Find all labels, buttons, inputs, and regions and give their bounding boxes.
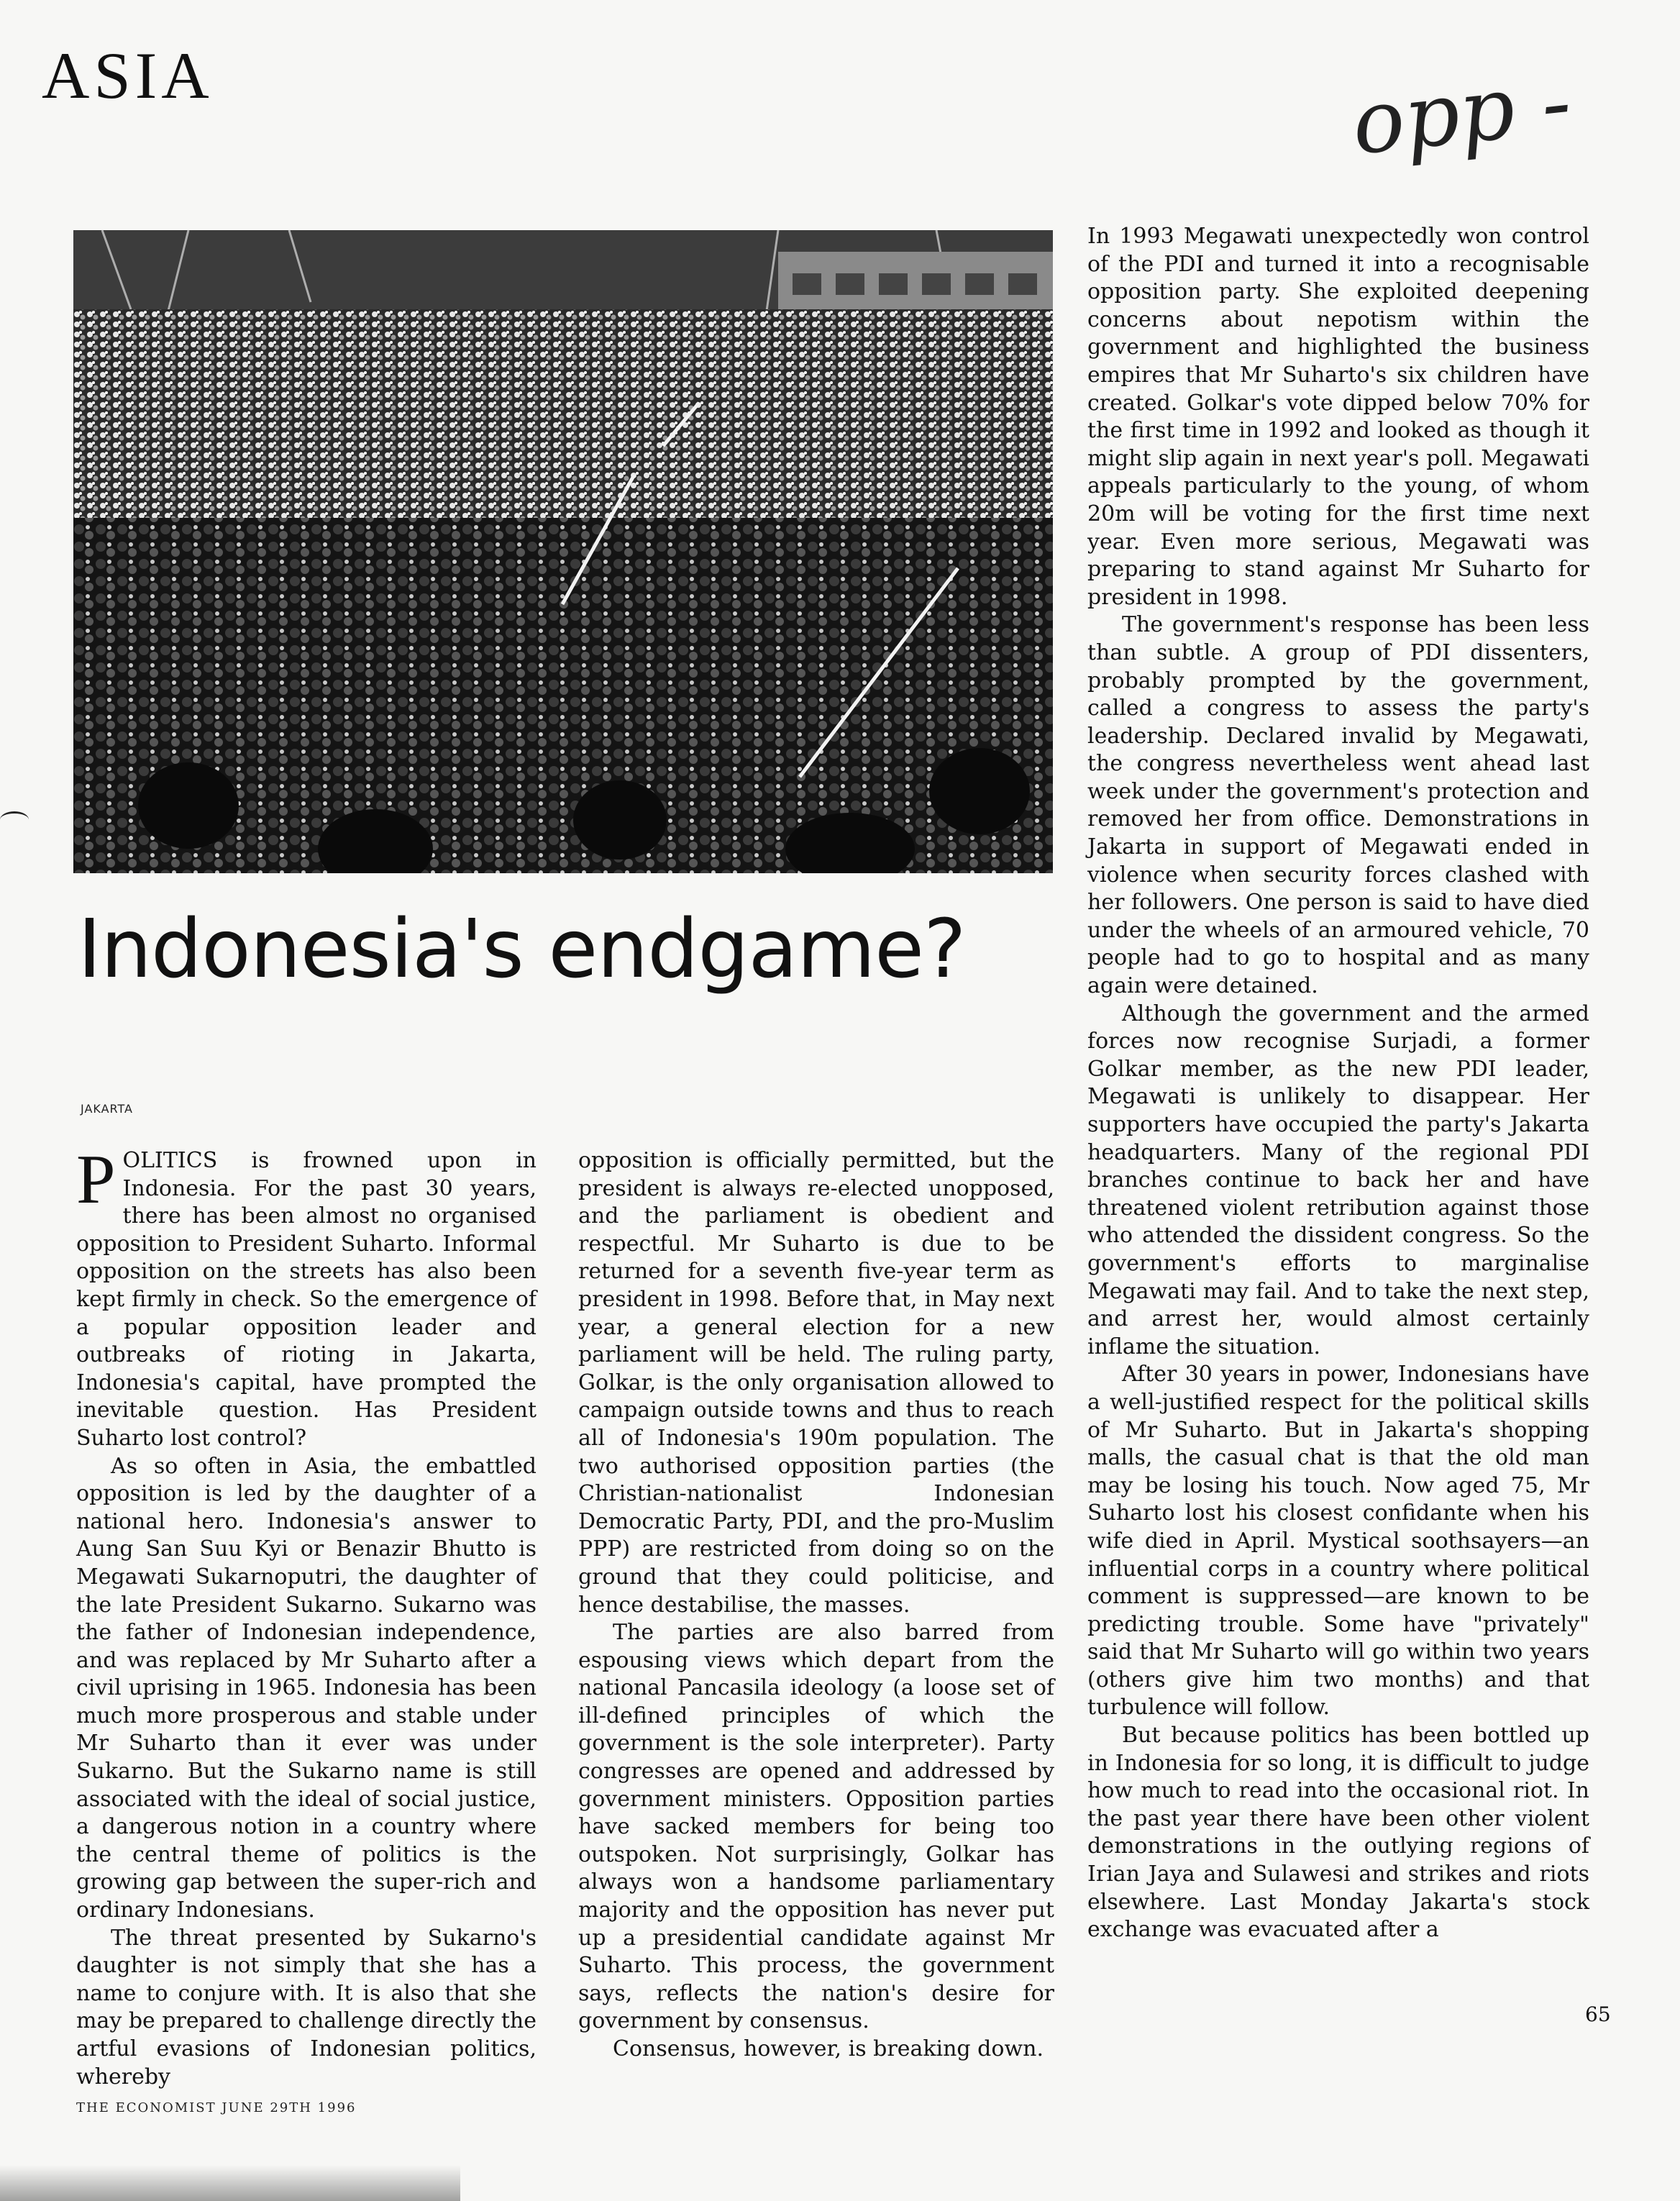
handwritten-annotation: opp - (1347, 52, 1576, 175)
paragraph: opposition is officially permitted, but the president is always re-elected unopposed, and the parliament is obedient and respectful. Mr Suharto is due to be returned for a seventh five-year term as president in 1998. Before that, in May next year, a general election for a new parliament will be held. The ruling party, Golkar, is the only organisation allowed to campaign outside towns and thus to reach all of Indonesia's 190m population. The two authorised opposition parties (the Christian-nationalist Indonesian Democratic Party, PDI, and the pro-Muslim PPP) are restricted from doing so on the ground that they could politicise, and hence destabilise, the masses. (578, 1148, 1054, 1618)
article-headline: Indonesia's endgame? (78, 903, 966, 996)
article-column-1 (76, 1141, 537, 2091)
paragraph: Consensus, however, is breaking down. (613, 2036, 1044, 2061)
crowd-photo-image (73, 230, 1053, 873)
paragraph: But because politics has been bottled up in Indonesia for so long, it is difficult to judge how much to read into the occasional riot. In the past year there have been other violent demonstrations in the outlying regions of Irian Jaya and Sulawesi and strikes and riots elsewhere. Last Monday Jakarta's stock exchange was evacuated after a (1087, 1723, 1589, 1943)
paragraph: As so often in Asia, the embattled opposition is led by the daughter of a national hero. Indonesia's answer to Aung San Suu Kyi or Benazir Bhutto is Megawati Sukarnoputri, the daughter of the late President Sukarno. Sukarno was the father of Indonesian independence, and was replaced by Mr Suharto after a civil uprising in 1965. Indonesia has been much more prosperous and stable under Mr Suharto than it ever was under Sukarno. But the Sukarno name is still associated with the ideal of social justice, a dangerous notion in a country where the central theme of politics is the growing gap between the super-rich and ordinary Indonesians. (76, 1453, 537, 1923)
paragraph: In 1993 Megawati unexpectedly won control of the PDI and turned it into a recognisable opposition party. She exploited deepening concerns about nepotism within the government and highlighted the business empires that Mr Suharto's six children have created. Golkar's vote dipped below 70% for the first time in 1992 and looked as though it might slip again in next year's poll. Megawati appeals particularly to the young, of whom 20m will be voting for the first time next year. Even more serious, Megawati was preparing to stand against Mr Suharto for president in 1998. (1087, 224, 1589, 610)
dateline: JAKARTA (81, 1102, 133, 1116)
page-number: 65 (1585, 2002, 1611, 2026)
drop-cap: P (76, 1141, 116, 1218)
scan-shadow (0, 2165, 460, 2201)
article-column-2 (578, 1147, 1054, 2064)
publication-footer: THE ECONOMIST JUNE 29TH 1996 (76, 2100, 357, 2115)
section-heading: ASIA (42, 39, 214, 112)
riot-photo (73, 230, 1053, 873)
paragraph-text: OLITICS is frowned upon in Indonesia. For the past 30 years, there has been almost no organised opposition to President Suharto. Informal opposition on the streets has also been kept firmly in check. So the emergence of a popular opposition leader and outbreaks of rioting in Jakarta, Indonesia's capital, have prompted the inevitable question. Has President Suharto lost control? (76, 1148, 537, 1451)
paragraph: The parties are also barred from espousing views which depart from the national Pancasila ideology (a loose set of ill-defined principles of which the government is the sole interpreter). Party congresses are opened and addressed by government ministers. Opposition parties have sacked members for being too outspoken. Not surprisingly, Golkar has always won a handsome parliamentary majority and the opposition has never put up a presidential candidate against Mr Suharto. This process, the government says, reflects the nation's desire for government by consensus. (578, 1620, 1054, 2034)
article-column-3 (1087, 223, 1589, 1944)
paragraph: The government's response has been less than subtle. A group of PDI dissenters, probably prompted by the government, called a congress to assess the party's leadership. Declared invalid by Megawati, the congress nevertheless went ahead last week under the government's protection and removed her from office. Demonstrations in Jakarta in support of Megawati ended in violence when security forces clashed with her followers. One person is said to have died under the wheels of an armoured vehicle, 70 people had to go to hospital and as many again were detained. (1087, 612, 1589, 999)
paragraph: The threat presented by Sukarno's daughter is not simply that she has a name to conjure with. It is also that she may be prepared to challenge directly the artful evasions of Indonesian politics, whereby (76, 1925, 537, 2090)
paragraph: After 30 years in power, Indonesians have a well-justified respect for the political skills of Mr Suharto. But in Jakarta's shopping malls, the casual chat is that the old man may be losing his touch. Now aged 75, Mr Suharto lost his closest confidante when his wife died in April. Mystical soothsayers—an influential corps in a country where political comment is suppressed—are known to be predicting trouble. Some have "privately" said that Mr Suharto will go within two years (others give him two months) and that turbulence will follow. (1087, 1362, 1589, 1721)
paragraph: Although the government and the armed forces now recognise Surjadi, a former Golkar member, as the new PDI leader, Megawati is unlikely to disappear. Her supporters have occupied the party's Jakarta headquarters. Many of the regional PDI branches continue to back her and have threatened violent retribution against those who attended the dissident congress. So the government's efforts to marginalise Megawati may fail. And to take the next step, and arrest her, would almost certainly inflame the situation. (1087, 1001, 1589, 1359)
paragraph (76, 1141, 537, 1453)
scan-edge-mark (0, 811, 29, 828)
